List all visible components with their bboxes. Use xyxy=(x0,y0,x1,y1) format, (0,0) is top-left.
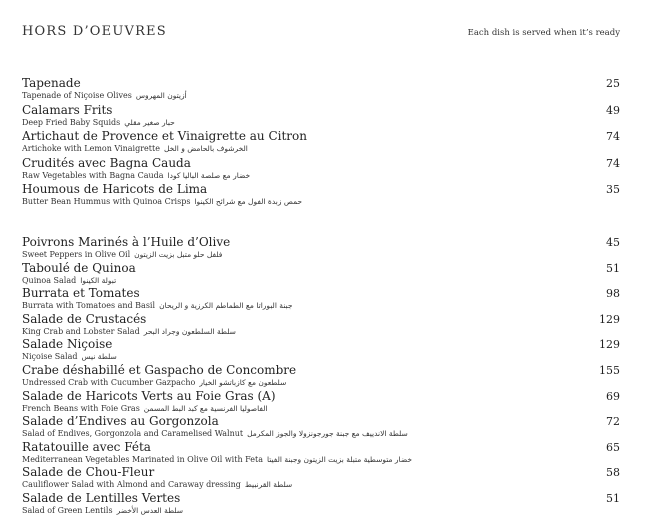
menu-item xyxy=(22,440,620,466)
dish-description-ar: سلطة السلطعون وجراد البحر xyxy=(143,326,236,336)
dish-name: Calamars Frits xyxy=(22,102,113,117)
dish-price: 74 xyxy=(606,130,620,143)
dish-name: Salade de Haricots Verts au Foie Gras (A) xyxy=(22,388,276,403)
menu-item xyxy=(22,286,620,312)
dish-description-ar: سلطة العدس الأخضر xyxy=(116,505,184,515)
dish-description xyxy=(22,117,620,128)
dish-description xyxy=(22,143,620,154)
dish-description-en: Deep Fried Baby Squids xyxy=(22,117,121,127)
menu-item xyxy=(22,491,620,517)
dish-description-ar: خضار مع صلصة الباليا كودا xyxy=(167,170,251,180)
dish-description xyxy=(22,505,620,516)
dish-description-ar: جبنة البوراتا مع الطماطم الكرزية و الريحان xyxy=(159,301,293,311)
dish-description-ar: سلطة القرنبيط xyxy=(244,480,293,490)
dish-name: Crudités avec Bagna Cauda xyxy=(22,155,191,170)
dish-description-ar: أزيتون المهروس xyxy=(135,91,187,100)
dish-price: 74 xyxy=(606,156,620,170)
menu-item xyxy=(22,156,620,183)
dish-price: 58 xyxy=(606,466,620,480)
dish-description xyxy=(22,454,620,465)
dish-name: Ratatouille avec Féta xyxy=(22,439,151,454)
dish-description-ar: حبار صغير مقلي xyxy=(124,117,175,127)
dish-description-ar: خضار متوسطية متبلة بزيت الزيتون وجبنة الفيتا xyxy=(266,454,412,464)
menu-group-2 xyxy=(22,235,620,517)
dish-description xyxy=(22,428,620,439)
dish-description xyxy=(22,275,620,286)
dish-name: Burrata et Tomates xyxy=(22,286,140,301)
dish-description-en: Tapenade of Niçoise Olives xyxy=(22,91,132,100)
dish-price: 129 xyxy=(599,312,620,326)
menu-item xyxy=(22,76,620,103)
dish-description xyxy=(22,90,620,101)
dish-description-en: Cauliflower Salad with Almond and Caraway dressing xyxy=(22,480,241,490)
dish-description-ar: تبولة الكينوا xyxy=(80,275,117,285)
dish-description-en: Undressed Crab with Cucumber Gazpacho xyxy=(22,377,196,387)
dish-name: Salade Niçoise xyxy=(22,337,113,352)
dish-price: 51 xyxy=(606,261,620,275)
menu-item xyxy=(22,261,620,287)
dish-name: Salade de Lentilles Vertes xyxy=(22,490,181,505)
dish-name: Taboulé de Quinoa xyxy=(22,260,136,275)
dish-description xyxy=(22,249,620,260)
dish-description xyxy=(22,170,620,181)
dish-name: Poivrons Marinés à l’Huile d’Olive xyxy=(22,235,231,249)
menu-item xyxy=(22,414,620,440)
dish-price: 51 xyxy=(606,491,620,505)
dish-price: 98 xyxy=(606,287,620,301)
dish-name: Crabe déshabillé et Gaspacho de Concombre xyxy=(22,362,297,377)
dish-description-en: French Beans with Foie Gras xyxy=(22,403,140,413)
dish-price: 65 xyxy=(606,440,620,454)
dish-name: Tapenade xyxy=(22,76,81,90)
dish-description xyxy=(22,351,620,362)
dish-description xyxy=(22,479,620,490)
dish-description-ar: سلطعون مع كازباتشو الخيار xyxy=(199,377,287,387)
service-note: Each dish is served when it’s ready xyxy=(467,28,620,38)
dish-description-en: King Crab and Lobster Salad xyxy=(22,326,140,336)
dish-description-en: Niçoise Salad xyxy=(22,352,78,362)
dish-description-en: Raw Vegetables with Bagna Cauda xyxy=(22,170,164,180)
dish-description-en: Butter Bean Hummus with Quinoa Crisps xyxy=(22,197,191,206)
section-title: HORS D’OEUVRES xyxy=(22,24,167,39)
dish-description-ar: حمص زبدة الفول مع شرائح الكينوا xyxy=(194,197,303,206)
dish-description-ar: الخرشوف بالحامض و الخل xyxy=(163,144,248,153)
dish-description-en: Mediterranean Vegetables Marinated in Olive Oil with Feta xyxy=(22,454,263,464)
dish-description xyxy=(22,196,620,207)
menu-group-1 xyxy=(22,76,620,209)
menu-item xyxy=(22,103,620,130)
dish-description xyxy=(22,300,620,311)
dish-description-en: Artichoke with Lemon Vinaigrette xyxy=(22,144,160,153)
dish-name: Houmous de Haricots de Lima xyxy=(22,182,208,196)
dish-name: Salade d’Endives au Gorgonzola xyxy=(22,414,219,429)
menu-item xyxy=(22,182,620,209)
dish-description-en: Burrata with Tomatoes and Basil xyxy=(22,301,156,311)
menu-item xyxy=(22,312,620,338)
dish-price: 49 xyxy=(606,103,620,117)
dish-description xyxy=(22,377,620,388)
menu-item xyxy=(22,389,620,415)
dish-price: 25 xyxy=(606,77,620,90)
dish-description-en: Salad of Endives, Gorgonzola and Caramelised Walnut xyxy=(22,429,244,439)
menu-item xyxy=(22,235,620,261)
dish-name: Salade de Chou-Fleur xyxy=(22,465,155,480)
dish-description-ar: الفاصوليا الفرنسية مع كبد البط المسمن xyxy=(143,403,268,413)
dish-description-ar: فلفل حلو متبل بزيت الزيتون xyxy=(134,250,223,259)
dish-description xyxy=(22,403,620,414)
dish-description-en: Quinoa Salad xyxy=(22,275,77,285)
menu-item xyxy=(22,129,620,156)
dish-price: 129 xyxy=(599,338,620,352)
dish-description-ar: سلطة الاندييف مع جبنة جورجونزولا والجوز المكرمل xyxy=(247,429,408,439)
dish-name: Salade de Crustacés xyxy=(22,311,147,326)
dish-price: 69 xyxy=(606,389,620,403)
dish-description-en: Sweet Peppers in Olive Oil xyxy=(22,250,131,259)
menu-item xyxy=(22,363,620,389)
dish-price: 72 xyxy=(606,415,620,429)
dish-name: Artichaut de Provence et Vinaigrette au Citron xyxy=(22,129,307,143)
dish-price: 155 xyxy=(599,363,620,377)
dish-description-ar: سلطة نيس xyxy=(81,352,117,362)
dish-description-en: Salad of Green Lentils xyxy=(22,505,113,515)
menu-item xyxy=(22,337,620,363)
dish-description xyxy=(22,326,620,337)
dish-price: 45 xyxy=(606,236,620,249)
dish-price: 35 xyxy=(606,183,620,196)
menu-item xyxy=(22,465,620,491)
